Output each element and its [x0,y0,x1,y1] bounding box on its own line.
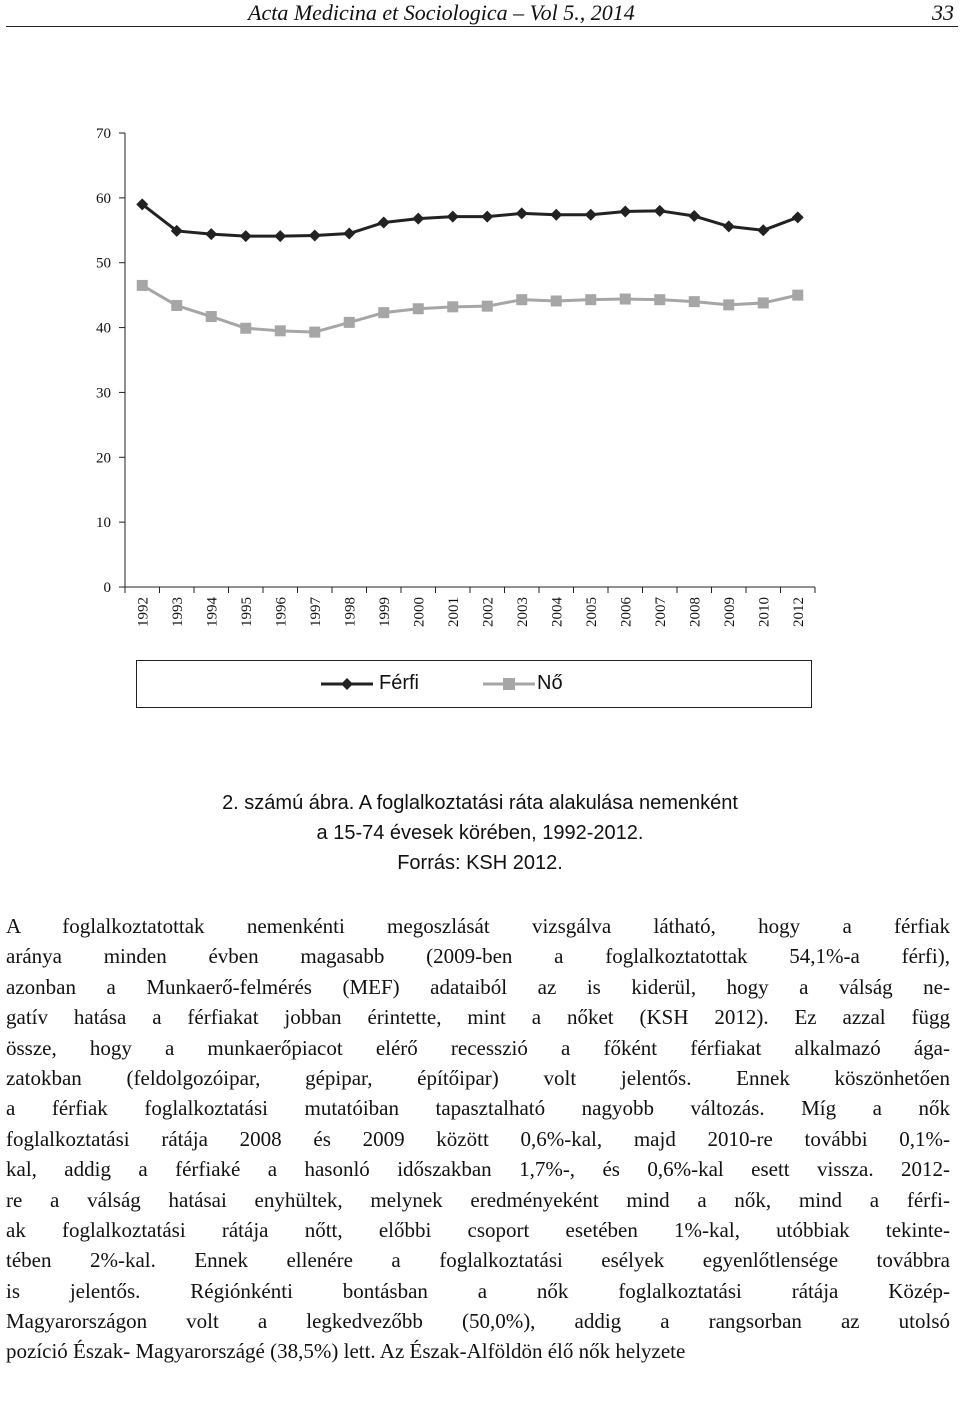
data-point-ferfi [412,213,424,225]
data-point-no [585,294,596,305]
caption-line-2: a 15-74 évesek körében, 1992-2012. [316,822,644,844]
data-point-no [723,299,734,310]
legend-marker-ferfi [321,673,373,695]
data-point-ferfi [240,230,252,242]
body-line: a férfiak foglalkoztatási mutatóiban tapasztalható nagyobb változás. Míg a nők [6,1096,950,1121]
data-point-no [378,307,389,318]
body-line: Magyarországon volt a legkedvezőbb (50,0%), addig a rangsorban az utolsó [6,1309,950,1334]
data-point-ferfi [792,211,804,223]
x-tick-label: 1996 [273,597,290,627]
data-point-ferfi [447,211,459,223]
data-point-no [447,301,458,312]
legend-label-ferfi: Férfi [379,672,419,694]
data-point-no [171,300,182,311]
x-tick-label: 1993 [169,597,186,627]
data-point-no [792,290,803,301]
data-point-no [482,301,493,312]
x-tick-label: 2007 [652,597,669,627]
chart-legend [136,660,812,708]
x-tick-label: 2003 [514,597,531,627]
data-point-no [654,294,665,305]
y-tick-label: 10 [96,515,111,532]
data-point-no [413,303,424,314]
data-point-no [620,294,631,305]
data-point-no [309,327,320,338]
x-tick-label: 2001 [445,597,462,627]
page-number: 33 [932,0,954,25]
data-point-ferfi [688,210,700,222]
data-point-ferfi [619,205,631,217]
x-tick-label: 2006 [618,597,635,627]
data-point-ferfi [309,229,321,241]
body-line: zatokban (feldolgozóipar, gépipar, építőipar) volt jelentős. Ennek köszönhetően [6,1065,950,1090]
data-point-ferfi [585,209,597,221]
body-line: kal, addig a férfiaké a hasonló időszakban 1,7%-, és 0,6%-kal esett vissza. 2012- [6,1157,950,1182]
body-line: össze, hogy a munkaerőpiacot elérő recesszió a főként férfiakat alkalmazó ága- [6,1035,950,1060]
data-point-ferfi [516,207,528,219]
x-tick-label: 2005 [583,597,600,627]
x-tick-label: 1997 [307,597,324,627]
x-tick-label: 2010 [756,597,773,627]
body-line: is jelentős. Régiónkénti bontásban a nők foglalkoztatási rátája Közép- [6,1278,950,1303]
data-point-ferfi [723,220,735,232]
legend-marker-no [483,673,535,695]
x-tick-label: 1995 [238,597,255,627]
x-tick-label: 1999 [376,597,393,627]
x-tick-label: 1994 [204,597,221,627]
y-tick-label: 70 [96,126,111,142]
data-point-ferfi [481,211,493,223]
y-tick-label: 40 [96,320,111,337]
y-tick-label: 20 [96,450,111,467]
x-tick-label: 2004 [549,597,566,627]
body-paragraph [6,911,950,1367]
body-line: re a válság hatásai enyhültek, melynek eredményeként mind a nők, mind a férfi- [6,1187,950,1212]
body-line: tében 2%-kal. Ennek ellenére a foglalkoztatási esélyek egyenlőtlensége továbbra [6,1248,950,1273]
body-line: foglalkoztatási rátája 2008 és 2009 között 0,6%-kal, majd 2010-re további 0,1%- [6,1126,950,1151]
y-tick-label: 30 [96,385,111,402]
data-point-ferfi [550,209,562,221]
x-tick-label: 2002 [480,597,497,627]
x-tick-label: 2009 [721,597,738,627]
y-tick-label: 0 [103,580,111,596]
data-point-no [137,280,148,291]
data-point-no [275,325,286,336]
body-line: A foglalkoztatottak nemenkénti megoszlását vizsgálva látható, hogy a férfiak [6,914,950,938]
data-point-no [240,323,251,334]
caption-line-3: Forrás: KSH 2012. [397,852,563,874]
series-line-ferfi [142,204,798,236]
caption-line-1: 2. számú ábra. A foglalkoztatási ráta alakulása nemenként [222,792,738,814]
data-point-ferfi [378,217,390,229]
x-tick-label: 1998 [342,597,359,627]
data-point-ferfi [654,205,666,217]
journal-title: Acta Medicina et Sociologica – Vol 5., 2014 [248,0,635,25]
data-point-no [344,317,355,328]
data-point-ferfi [757,224,769,236]
body-line: gatív hatása a férfiakat jobban érintette, mint a nőket (KSH 2012). Ez azzal függ [6,1005,950,1030]
data-point-no [551,295,562,306]
data-point-ferfi [205,228,217,240]
body-line: ak foglalkoztatási rátája nőtt, előbbi csoport esetében 1%-kal, utóbbiak tekinte- [6,1217,950,1242]
data-point-no [689,296,700,307]
data-point-no [758,297,769,308]
body-line: azonban a Munkaerő-felmérés (MEF) adataiból az is kiderül, hogy a válság ne- [6,974,950,999]
figure-caption [0,788,960,878]
data-point-no [206,311,217,322]
data-point-ferfi [343,228,355,240]
x-tick-label: 2000 [411,597,428,627]
y-tick-label: 50 [96,255,111,272]
x-tick-label: 2008 [687,597,704,627]
x-tick-label: 1992 [135,597,152,627]
data-point-ferfi [274,230,286,242]
body-line: aránya minden évben magasabb (2009-ben a foglalkoztatottak 54,1%-a férfi), [6,944,950,969]
body-line: pozíció Észak- Magyarországé (38,5%) lett. Az Észak-Alföldön élő nők helyzete [6,1339,686,1364]
data-point-no [516,294,527,305]
legend-label-no: Nő [537,672,563,694]
employment-rate-line-chart [0,100,960,655]
x-tick-label: 2012 [790,597,807,627]
running-header [6,0,958,27]
y-tick-label: 60 [96,190,111,207]
